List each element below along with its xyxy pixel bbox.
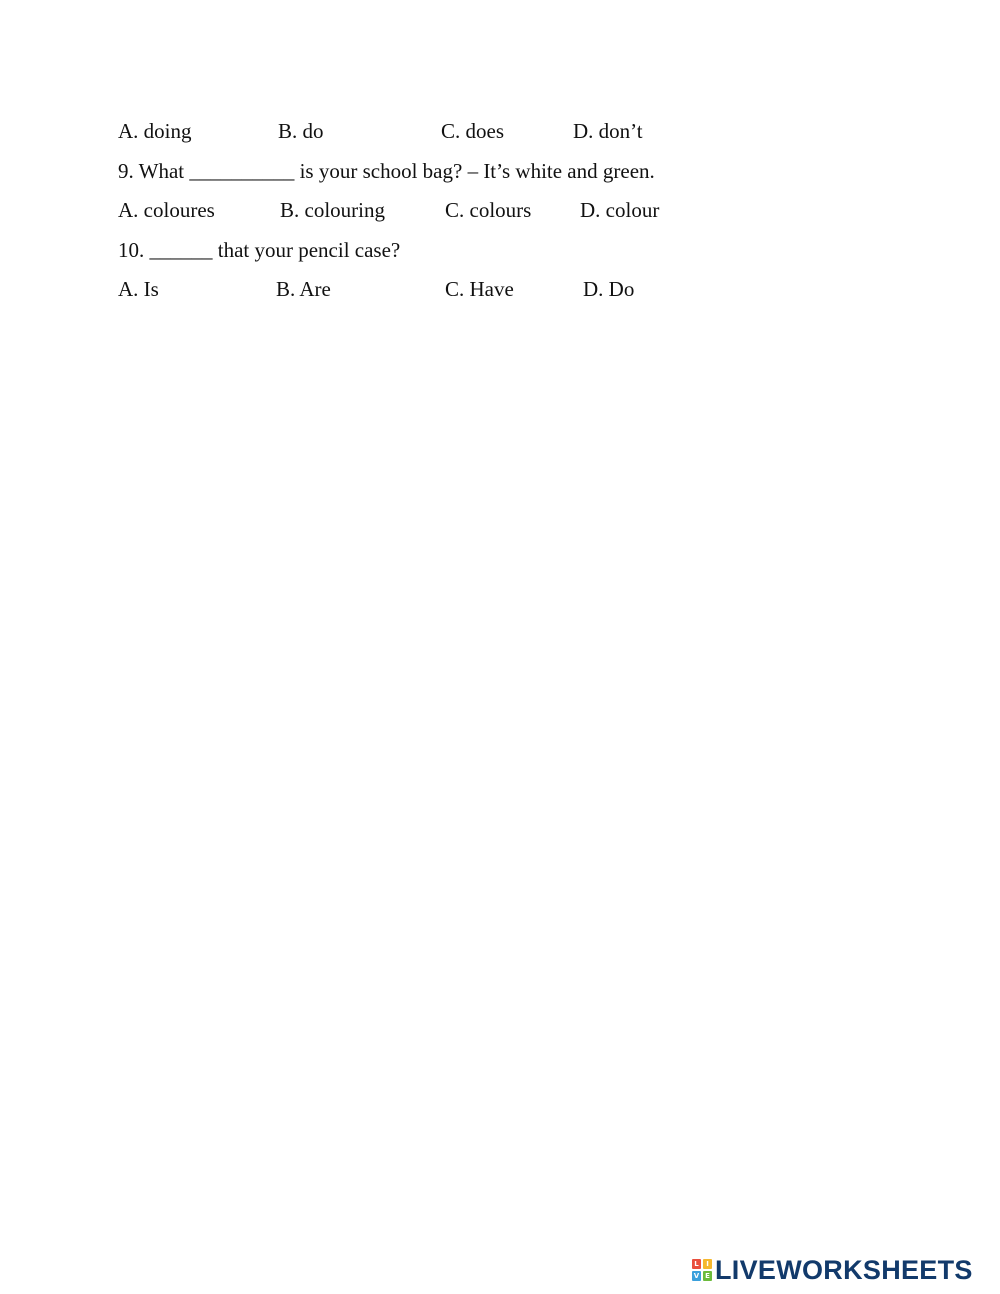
logo-mark-icon	[692, 1259, 712, 1281]
option-a: A. doing	[118, 119, 192, 143]
option-d: D. don’t	[573, 119, 643, 143]
logo-mark-cell: L	[692, 1259, 701, 1269]
option-c: C. Have	[445, 277, 514, 301]
question-9: 9. What __________ is your school bag? – It’s white and green.	[118, 159, 655, 183]
option-c: C. colours	[445, 198, 532, 222]
option-d: D. colour	[580, 198, 660, 222]
option-a: A. Is	[118, 277, 159, 301]
logo-mark-cell: I	[703, 1259, 712, 1269]
option-b: B. do	[278, 119, 324, 143]
liveworksheets-logo	[692, 1254, 973, 1286]
option-b: B. colouring	[280, 198, 385, 222]
logo-mark-cell: E	[703, 1271, 712, 1281]
option-c: C. does	[441, 119, 504, 143]
logo-text: LIVEWORKSHEETS	[715, 1255, 973, 1285]
logo-mark-cell: V	[693, 1272, 700, 1280]
option-d: D. Do	[583, 277, 635, 301]
option-a: A. coloures	[118, 198, 215, 222]
option-b: B. Are	[276, 277, 331, 301]
question-10: 10. ______ that your pencil case?	[118, 238, 401, 262]
